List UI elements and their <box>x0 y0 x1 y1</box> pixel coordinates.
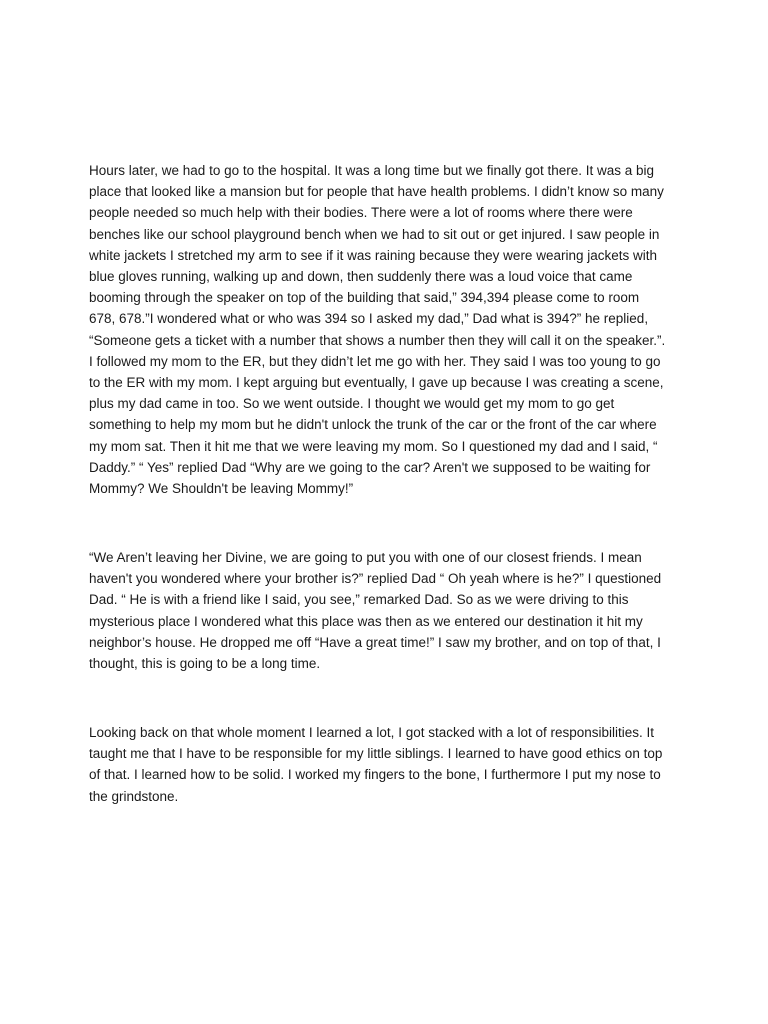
text-line: Mommy? We Shouldn't be leaving Mommy!” <box>89 481 354 497</box>
text-line: blue gloves running, walking up and down, then suddenly there was a loud voice that came <box>89 269 633 285</box>
text-line: Dad. “ He is with a friend like I said, you see,” remarked Dad. So as we were driving to this <box>89 592 629 608</box>
text-line: haven't you wondered where your brother is?” replied Dad “ Oh yeah where is he?” I questioned <box>89 571 662 587</box>
text-line: Hours later, we had to go to the hospital. It was a long time but we finally got there. It was a big <box>89 163 655 178</box>
paragraph-leaving <box>89 547 683 674</box>
text-line: people needed so much help with their bodies. There were a lot of rooms where there were <box>89 205 633 221</box>
text-line: “Someone gets a ticket with a number that shows a number then they will call it on the speaker.”. <box>89 332 666 348</box>
text-line: 678, 678.”I wondered what or who was 394 so I asked my dad,” Dad what is 394?” he replied, <box>89 311 649 327</box>
text-line: I followed my mom to the ER, but they didn’t let me go with her. They said I was too young to go <box>89 353 661 369</box>
text-line: neighbor’s house. He dropped me off “Have a great time!” I saw my brother, and on top of that, I <box>89 634 661 650</box>
paragraph-reflection <box>89 722 683 807</box>
text-line: plus my dad came in too. So we went outside. I thought we would get my mom to go get <box>89 396 615 412</box>
text-line: Looking back on that whole moment I learned a lot, I got stacked with a lot of responsibilities. It <box>89 725 655 740</box>
text-line: white jackets I stretched my arm to see if it was raining because they were wearing jackets with <box>89 247 657 263</box>
text-line: mysterious place I wondered what this place was then as we entered our destination it hit my <box>89 613 643 629</box>
text-line: Daddy.” “ Yes” replied Dad “Why are we going to the car? Aren't we supposed to be waiting for <box>89 459 651 475</box>
text-line: taught me that I have to be responsible for my little siblings. I learned to have good ethics on top <box>89 746 663 762</box>
paragraph-hospital <box>89 160 683 499</box>
text-line: benches like our school playground bench when we had to sit out or get injured. I saw people in <box>89 226 660 242</box>
text-line: something to help my mom but he didn't unlock the trunk of the car or the front of the car where <box>89 417 657 433</box>
text-line: thought, this is going to be a long time. <box>89 656 321 672</box>
text-line: to the ER with my mom. I kept arguing but eventually, I gave up because I was creating a scene, <box>89 375 664 391</box>
text-line: my mom sat. Then it hit me that we were leaving my mom. So I questioned my dad and I said, “ <box>89 438 658 454</box>
text-line: place that looked like a mansion but for people that have health problems. I didn’t know so many <box>89 184 664 200</box>
text-line: the grindstone. <box>89 788 179 804</box>
text-line: booming through the speaker on top of the building that said,” 394,394 please come to room <box>89 290 640 306</box>
text-line: “We Aren’t leaving her Divine, we are going to put you with one of our closest friends. I mean <box>89 550 642 565</box>
text-line: of that. I learned how to be solid. I worked my fingers to the bone, I furthermore I put my nose to <box>89 767 661 783</box>
